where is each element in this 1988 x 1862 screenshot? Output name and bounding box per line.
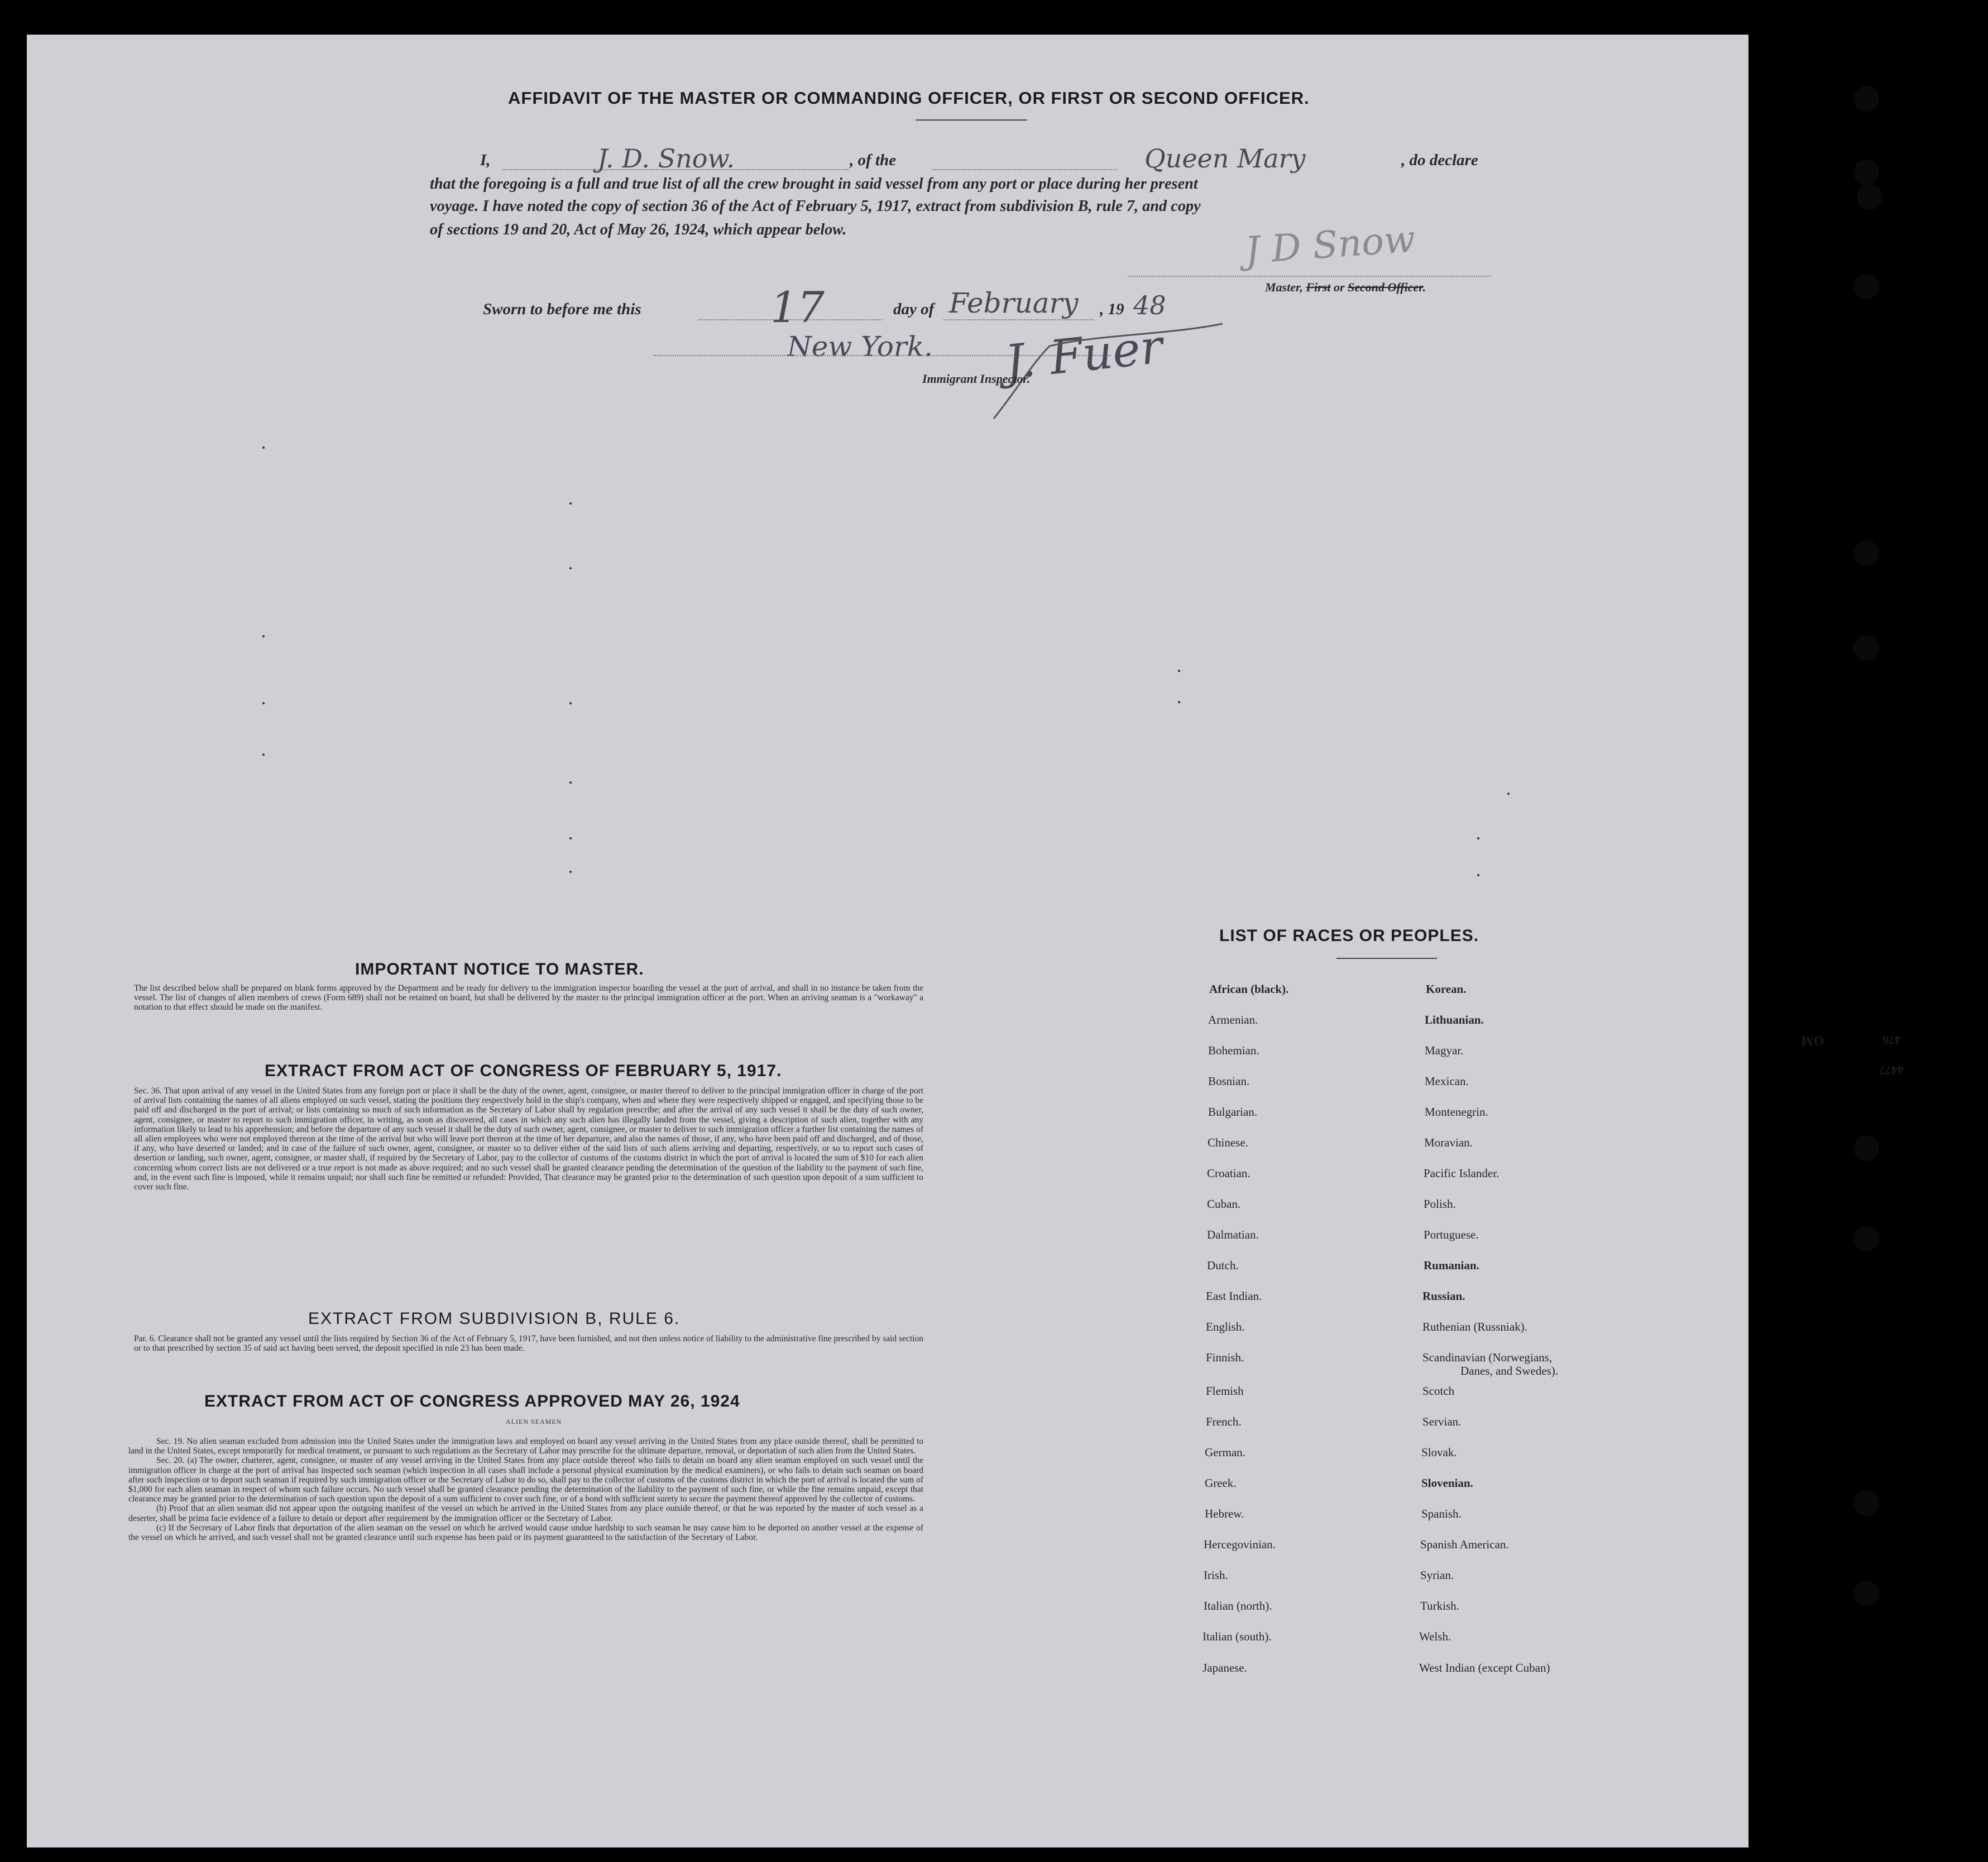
race-item: Russian. [1422, 1289, 1465, 1303]
race-item: Irish. [1204, 1568, 1228, 1582]
race-item: Spanish. [1421, 1507, 1462, 1520]
race-item: Croatian. [1207, 1167, 1251, 1180]
race-item: Japanese. [1203, 1661, 1247, 1674]
race-item: English. [1206, 1320, 1245, 1333]
print-dot [569, 871, 572, 873]
race-item: African (black). [1209, 982, 1289, 996]
print-dot [1178, 670, 1180, 672]
sworn-month: February [949, 287, 1079, 319]
race-item: Moravian. [1424, 1136, 1473, 1149]
master-label-end: . [1422, 280, 1426, 294]
print-dot [569, 567, 572, 569]
race-item: Korean. [1426, 982, 1467, 996]
race-item: Slovenian. [1421, 1476, 1473, 1490]
race-item: Cuban. [1207, 1197, 1241, 1211]
race-item: German. [1205, 1446, 1246, 1459]
race-item: Italian (north). [1204, 1599, 1272, 1613]
print-dot [569, 502, 572, 505]
race-item: Rumanian. [1424, 1259, 1479, 1272]
vessel-blank-rule [932, 169, 1117, 170]
title-rule [916, 119, 1027, 121]
inspector-label: Immigrant Inspector. [922, 372, 1031, 386]
punch-hole [1853, 86, 1879, 112]
sec-19-paragraph: Sec. 19. No alien seaman excluded from admission into the United States under the immigration laws and employed on board any vessel arriving in the United States from any place outside thereof, shall be permitted to land in the United States, except temporarily for medical treatment, or pursuant to such regulations as the Secretary of Labor may prescribe for the ultimate departure, removal, or deportation of such alien from the United States. [128, 1437, 923, 1456]
declarant-name: J. D. Snow. [597, 143, 735, 174]
punch-hole [1853, 1581, 1879, 1606]
margin-mark: 476 [1882, 1033, 1901, 1047]
race-item: Montenegrin. [1425, 1105, 1488, 1119]
margin-mark: 4477 [1879, 1063, 1904, 1077]
race-item: Greek. [1205, 1476, 1237, 1490]
print-dot [1477, 837, 1479, 839]
print-dot [1477, 874, 1479, 876]
punch-hole [1853, 1490, 1879, 1516]
sec-20b-paragraph: (b) Proof that an alien seaman did not appear upon the outgoing manifest of the vessel on which he arrived in the United States from any place outside thereof, or that he was reported by the master of such vessel as a deserter, shall be prima facie evidence of a failure to detain or deport after requirement by the immigration officer or the Secretary of Labor. [128, 1504, 923, 1523]
print-dot [569, 702, 572, 704]
races-title: LIST OF RACES OR PEOPLES. [1219, 927, 1479, 945]
race-item: Pacific Islander. [1424, 1167, 1500, 1180]
race-item: Hercegovinian. [1204, 1538, 1276, 1551]
of-the-label: , of the [850, 151, 896, 169]
inspector-signature: J. Fuer [1002, 319, 1166, 390]
races-title-rule [1336, 958, 1437, 959]
extract-1924-subtitle: ALIEN SEAMEN [506, 1418, 562, 1426]
race-item: Italian (south). [1203, 1630, 1272, 1643]
race-item: Bohemian. [1208, 1044, 1259, 1057]
race-item: Turkish. [1420, 1599, 1459, 1613]
extract-rule6-title: EXTRACT FROM SUBDIVISION B, RULE 6. [308, 1309, 681, 1328]
declaration-line-3: voyage. I have noted the copy of section 36 of the Act of February 5, 1917, extract from subdivision B, rule 7, and copy [430, 198, 1201, 215]
race-item: Bulgarian. [1208, 1105, 1258, 1119]
print-dot [262, 635, 265, 637]
race-item: Scotch [1422, 1384, 1455, 1398]
print-dot [262, 754, 265, 756]
race-item: Ruthenian (Russniak). [1422, 1320, 1527, 1333]
year-suffix: 48 [1133, 290, 1166, 320]
punch-hole [1853, 160, 1879, 185]
race-item: Bosnian. [1208, 1074, 1250, 1088]
race-item: French. [1206, 1415, 1242, 1428]
day-of-label: day of [893, 300, 935, 318]
race-item: Magyar. [1425, 1044, 1464, 1057]
master-label [1265, 280, 1426, 295]
notice-body: The list described below shall be prepared on blank forms approved by the Department and be ready for delivery to the immigration inspector boarding the vessel at the port of arrival, and shall in no instance be taken from the vessel. The list of changes of alien members of crews (Form 689) shall not be retained on board, but shall be delivered by the master to the principal immigration officer at the port. When an arriving seaman is a "workaway" a notation to that effect should be made on the manifest. [134, 983, 923, 1012]
race-item: Lithuanian. [1425, 1013, 1484, 1026]
print-dot [569, 781, 572, 784]
vessel-name: Queen Mary [1144, 143, 1306, 174]
declarant-label: I, [480, 151, 491, 169]
notice-title: IMPORTANT NOTICE TO MASTER. [355, 960, 644, 978]
race-item: Dalmatian. [1207, 1228, 1259, 1241]
race-item: Armenian. [1208, 1013, 1258, 1026]
print-dot [262, 447, 265, 449]
inspector-signature-flourish [983, 313, 1239, 424]
race-item: Portuguese. [1424, 1228, 1479, 1241]
year-prefix: , 19 [1100, 300, 1124, 318]
print-dot [262, 702, 265, 704]
race-item: Finnish. [1206, 1351, 1244, 1364]
declaration-line-2: that the foregoing is a full and true list of all the crew brought in said vessel from any port or place during her present [430, 175, 1198, 193]
race-item: Spanish American. [1420, 1538, 1509, 1551]
race-item: Scandinavian (Norwegians, [1422, 1351, 1553, 1364]
print-dot [1178, 701, 1180, 703]
race-item: East Indian. [1206, 1289, 1262, 1303]
signature-stroke [994, 324, 1223, 419]
extract-1917-body: Sec. 36. That upon arrival of any vessel in the United States from any foreign port or place it shall be the duty of the owner, agent, consignee, or master thereof to deliver to the principal immigration officer in charge of the port of arrival lists containing the names of all aliens employed on such vessel, stating the positions they respectively hold in the ship's company, when and where they were respectively shipped or engaged, and specifying those to be paid off and discharged in the port of arrival; or lists containing so much of such information as the Secretary of Labor shall by regulation prescribe; and after the arrival of any such vessel it shall be the duty of such owner, agent, consignee, or master to report to such immigration officer, in writing, as soon as discovered, all cases in which any such alien has illegally landed from the vessel, giving a description of such alien, together with any information likely to lead to his apprehension; and before the departure of any such vessel it shall be the duty of such owner, agent, consignee, or master to deliver to such immigration officer a further list containing the names of all alien employees who were not employed thereon at the time of the arrival but who will leave port thereon at the time of her departure, and also the names of those, if any, who have been paid off and discharged, and of those, if any, who have deserted or landed; and in case of the failure of such owner, agent, consignee, or master so to deliver either of the said lists of such aliens arriving and departing, respectively, or so to report such cases of desertion or landing, such owner, agent, consignee, or master shall, if required by the Secretary of Labor, pay to the collector of customs of the customs district in which the port of arrival is located the sum of $10 for each alien concerning whom correct lists are not delivered or a true report is not made as above required; and no such vessel shall be granted clearance pending the determination of the question of the liability to the payment of such fine, and, in the event such fine is imposed, while it remains unpaid; nor shall such fine be remitted or refunded: Provided, That clearance may be granted prior to the determination of such question upon deposit of a sum sufficient to cover such fine. [134, 1086, 923, 1192]
race-item: Flemish [1206, 1384, 1244, 1398]
extract-rule6-body: Par. 6. Clearance shall not be granted any vessel until the lists required by Section 36 of the Act of February 5, 1917, have been furnished, and not then unless notice of liability to the administrative fine prescribed by said section or to that prescribed by section 35 of said act having been served, the deposit specified in rule 23 has been made. [134, 1334, 923, 1354]
race-item: West Indian (except Cuban) [1419, 1661, 1550, 1674]
master-label-second: Second Officer [1347, 280, 1423, 294]
punch-hole [1853, 540, 1879, 566]
sworn-label: Sworn to before me this [483, 300, 641, 318]
extract-1924-body [128, 1437, 923, 1542]
punch-hole [1857, 184, 1882, 210]
master-label-or: or [1330, 280, 1348, 294]
race-item: Hebrew. [1205, 1507, 1244, 1520]
race-item: Slovak. [1421, 1446, 1457, 1459]
declaration-line-1 [430, 143, 1507, 174]
print-dot [1507, 793, 1510, 795]
punch-hole [1853, 1226, 1879, 1251]
punch-hole [1853, 635, 1879, 661]
extract-1924-title: EXTRACT FROM ACT OF CONGRESS APPROVED MAY 26, 1924 [204, 1392, 740, 1410]
master-label-first: First [1306, 280, 1331, 294]
race-item: Chinese. [1208, 1136, 1248, 1149]
race-item-continuation: Danes, and Swedes). [1460, 1364, 1558, 1378]
declaration-line-4: of sections 19 and 20, Act of May 26, 1924, which appear below. [430, 221, 847, 238]
sworn-place: New York. [787, 330, 933, 363]
sec-20a-paragraph: Sec. 20. (a) The owner, charterer, agent, consignee, or master of any vessel arriving in the United States from any place outside thereof who fails to detain on board any alien seaman employed on such vessel until the immigration officer in charge at the port of arrival has inspected such seaman (which inspection in all cases shall include a personal physical examination by the medical examiners), or who fails to detain such seaman on board after such inspection or to deport such seaman if required by such immigration officer or the Secretary of Labor to do so, shall pay to the collector of customs of the customs district in which the port of arrival is located the sum of $1,000 for each alien seaman in respect of whom such failure occurs. No such vessel shall be granted clearance pending the determination of the liability to the payment of such fine, or while the fine remains unpaid, except that clearance may be granted prior to the determination of such question upon the deposit of a sum sufficient to cover such fine, or of a bond with sufficient surety to secure the payment thereof approved by the collector of customs. [128, 1456, 923, 1504]
affidavit-title: AFFIDAVIT OF THE MASTER OR COMMANDING OFFICER, OR FIRST OR SECOND OFFICER. [508, 88, 1310, 108]
race-item: Mexican. [1425, 1074, 1469, 1088]
sec-20c-paragraph: (c) If the Secretary of Labor finds that deportation of the alien seaman on the vessel on which he arrived would cause undue hardship to such seaman he may cause him to be deported on another vessel at the expense of the vessel on which he arrived, and such vessel shall not be granted clearance until such expense has been paid or its payment guaranteed to the satisfaction of the Secretary of Labor. [128, 1523, 923, 1543]
punch-hole [1853, 1135, 1879, 1161]
master-signature: J D Snow [1243, 217, 1417, 272]
race-item: Polish. [1424, 1197, 1456, 1211]
punch-hole [1853, 273, 1879, 299]
race-item: Syrian. [1420, 1568, 1454, 1582]
margin-mark: OM [1801, 1033, 1824, 1048]
race-item: Welsh. [1419, 1630, 1452, 1643]
race-item: Dutch. [1207, 1259, 1239, 1272]
sworn-day: 17 [770, 282, 825, 332]
do-declare-label: , do declare [1401, 151, 1478, 169]
master-signature-rule [1128, 276, 1491, 277]
print-dot [569, 837, 572, 839]
extract-1917-title: EXTRACT FROM ACT OF CONGRESS OF FEBRUARY 5, 1917. [265, 1062, 782, 1080]
master-label-prefix: Master, [1265, 280, 1306, 294]
race-item: Servian. [1422, 1415, 1462, 1428]
